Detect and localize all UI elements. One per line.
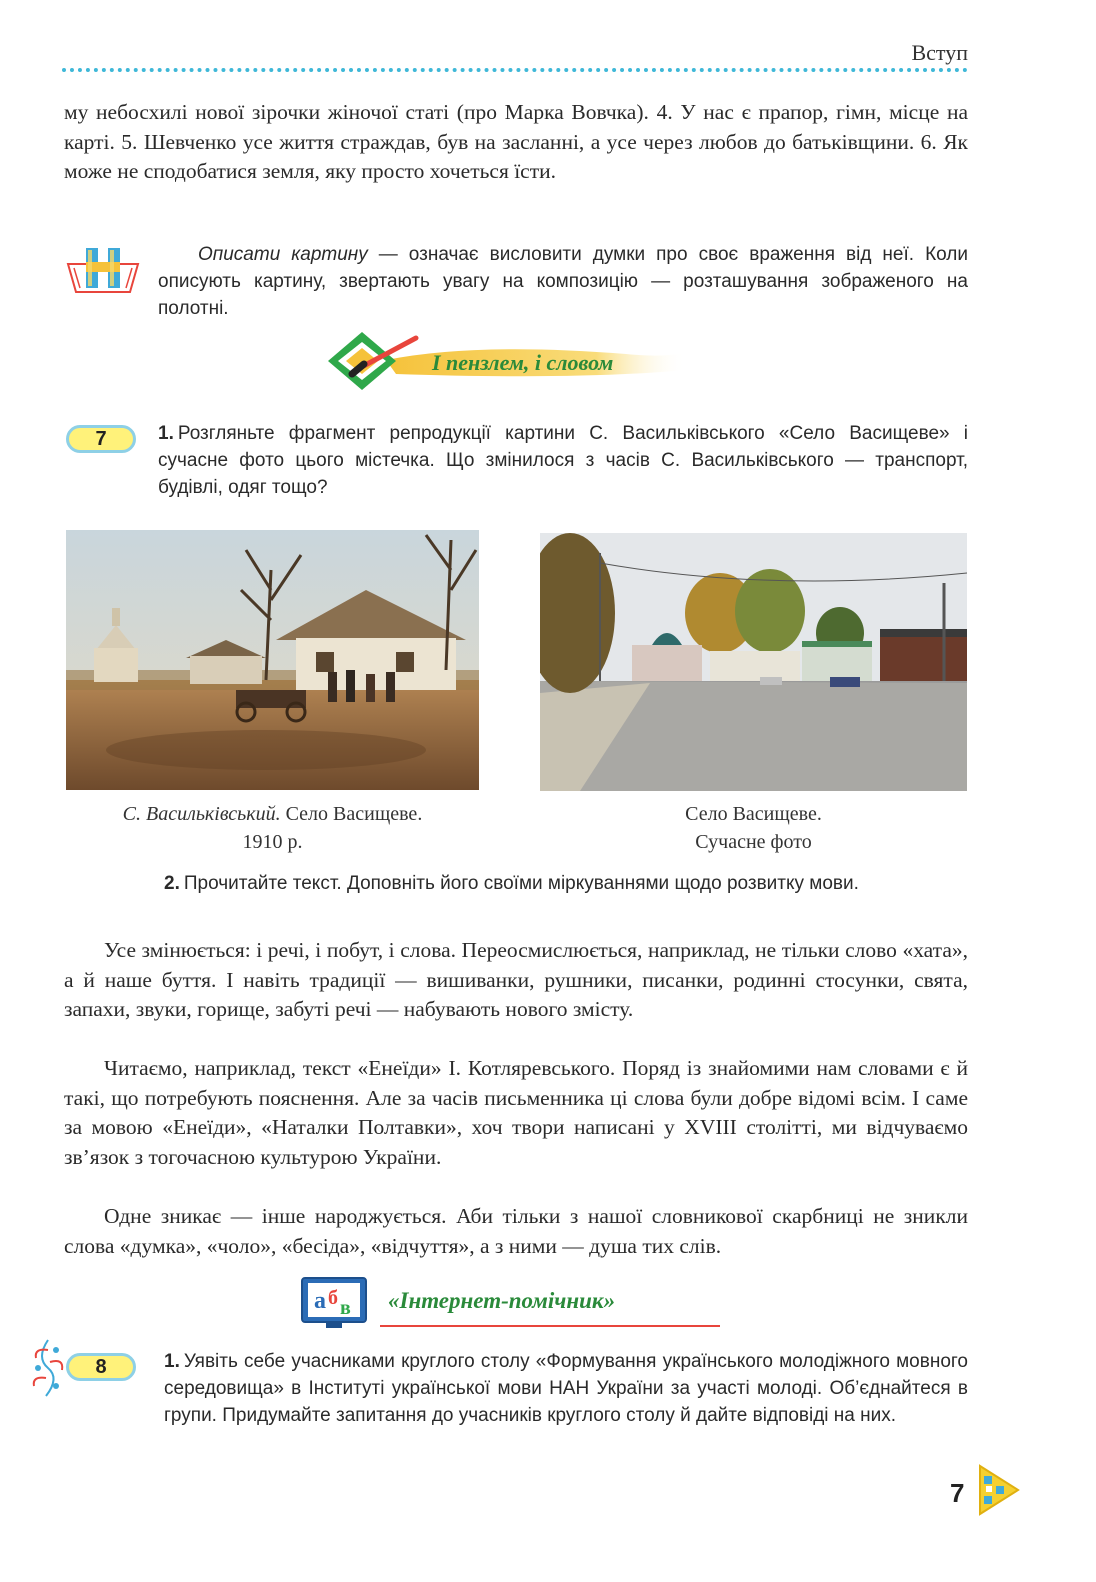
corner-ornament-icon — [976, 1462, 1022, 1518]
exercise7-task1 — [158, 420, 968, 501]
section-title-brush: І пензлем, і словом — [432, 350, 614, 375]
rule-definition-text: — означає висловити думки про своє враження від неї. Коли описують картину, звертають увагу на композицію — розташування зображеного на полотні. — [158, 244, 968, 319]
running-header: Вступ — [911, 40, 968, 65]
task-number: 1. — [164, 1351, 180, 1372]
intro-paragraph: му небосхилі нової зірочки жіночої статі (про Марка Вовчка). 4. У нас є прапор, гімн, місце на карті. 5. Шевченко усе життя страждав, був на засланні, а усе через любов до батьківщини. 6. Як може не сподобатися земля, яку просто хочеться їсти. — [64, 100, 968, 183]
section-title-internet: «Інтернет-помічник» — [388, 1288, 616, 1313]
caption-title: Село Васищеве. — [280, 803, 423, 825]
task-number: 2. — [164, 873, 180, 894]
rule-h-icon — [66, 246, 140, 296]
photo-caption-line1: Село Васищеве. — [685, 803, 822, 825]
rule-definition — [158, 241, 968, 322]
body-paragraph-2 — [64, 1054, 968, 1172]
exercise7-task2 — [164, 870, 968, 897]
photo-caption-line2: Сучасне фото — [695, 831, 812, 853]
photo-caption — [540, 800, 967, 856]
paragraph-text: Одне зникає — інше народжується. Аби тільки з нашої словникової скарбниці не зникли слова «думка», «чоло», «бесіда», «відчуття», а з ними — душа тих слів. — [64, 1204, 968, 1258]
paragraph-text: Усе змінюється: і речі, і побут, і слова. Переосмислюється, наприклад, не тільки слово «хата», а й наше буття. І навіть традиції — вишиванки, рушники, писанки, родинні стосунки, свята, запахи, звуки, горище, забуті речі — набувають нового змісту. — [64, 938, 968, 1021]
modern-photo-image — [540, 533, 967, 791]
header-divider — [62, 68, 968, 72]
painting-caption — [66, 800, 479, 856]
svg-text:в: в — [340, 1297, 351, 1319]
exercise-number-badge: 7 — [66, 425, 136, 453]
leaf-ornament-icon — [30, 1338, 66, 1398]
svg-text:а: а — [314, 1288, 326, 1314]
exercise-number-badge: 8 — [66, 1353, 136, 1381]
painting-image — [66, 530, 479, 790]
rule-term: Описати картину — [198, 244, 368, 265]
body-paragraph-1 — [64, 936, 968, 1025]
task-text: Розгляньте фрагмент репродукції картини С. Васильківського «Село Васищеве» і сучасне фото цього містечка. Що змінилося з часів С. Васильківського — транспорт, будівлі, одяг тощо? — [158, 423, 968, 498]
body-paragraph-3 — [64, 1202, 968, 1261]
task-text: Прочитайте текст. Доповніть його своїми міркуваннями щодо розвитку мови. — [183, 873, 859, 894]
task-text: Уявіть себе учасниками круглого столу «Формування українського молодіжного мовного середовища» в Інституті української мови НАН України за участі молоді. Об’єднайтеся в групи. Придумайте запитання до учасників круглого столу й дайте відповіді на них. — [164, 1351, 968, 1426]
svg-text:б: б — [328, 1287, 338, 1309]
task-number: 1. — [158, 423, 174, 444]
exercise8-task1 — [164, 1348, 968, 1429]
caption-year: 1910 р. — [242, 831, 303, 853]
caption-author: С. Васильківський. — [122, 803, 281, 825]
page-number: 7 — [950, 1478, 965, 1508]
paragraph-text: Читаємо, наприклад, текст «Енеїди» І. Котляревського. Поряд із знайомими нам словами є й такі, що потребують пояснення. Але за часів письменника ці слова були добре відомі всім. І саме за мовою «Енеїди», «Наталки Полтавки», хоч твори написані у XVIII столітті, ми відчуваємо зв’язок з тогочасною культурою України. — [64, 1056, 968, 1169]
